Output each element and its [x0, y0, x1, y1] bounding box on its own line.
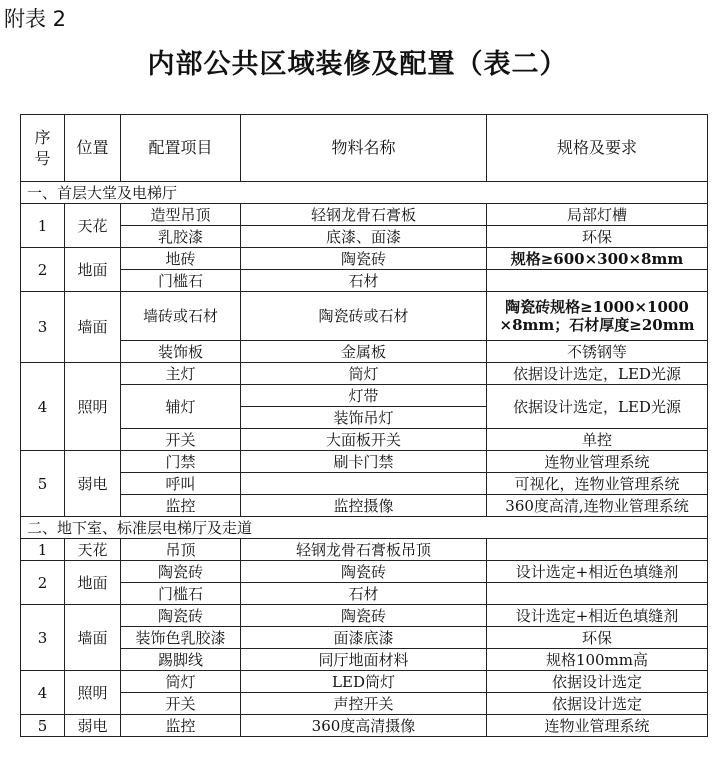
row-material: 陶瓷砖 [241, 561, 487, 583]
row-material: 同厅地面材料 [241, 649, 487, 671]
table-row [21, 270, 708, 292]
row-item: 开关 [121, 693, 241, 715]
row-item: 辅灯 [121, 385, 241, 429]
row-location: 弱电 [65, 715, 121, 737]
row-number: 4 [21, 671, 65, 715]
table-row [21, 561, 708, 583]
row-material: 底漆、面漆 [241, 226, 487, 248]
row-item: 造型吊顶 [121, 204, 241, 226]
header-seq-line2: 号 [34, 149, 51, 168]
document-title: 内部公共区域装修及配置（表二） [147, 49, 568, 80]
row-spec [487, 539, 708, 561]
row-spec: 环保 [487, 627, 708, 649]
row-item: 陶瓷砖 [121, 605, 241, 627]
row-number: 2 [21, 561, 65, 605]
row-location: 弱电 [65, 451, 121, 517]
row-location: 天花 [65, 539, 121, 561]
row-item: 监控 [121, 495, 241, 517]
row-location: 照明 [65, 363, 121, 451]
table-row [21, 583, 708, 605]
header-location: 位置 [65, 115, 121, 182]
row-item: 踢脚线 [121, 649, 241, 671]
row-material: 筒灯 [241, 363, 487, 385]
row-material: 装饰吊灯 [241, 407, 487, 429]
header-material: 物料名称 [241, 115, 487, 182]
row-spec: 设计选定+相近色填缝剂 [487, 561, 708, 583]
row-location: 墙面 [65, 605, 121, 671]
row-spec: 局部灯槽 [487, 204, 708, 226]
table-row [21, 671, 708, 693]
row-item: 筒灯 [121, 671, 241, 693]
row-number: 2 [21, 248, 65, 292]
table-row [21, 341, 708, 363]
table-row [21, 627, 708, 649]
row-spec: 可视化，连物业管理系统 [487, 473, 708, 495]
row-spec: 360度高清,连物业管理系统 [487, 495, 708, 517]
row-spec-line2: ×8mm；石材厚度≥20mm [499, 316, 695, 334]
header-row [21, 115, 708, 182]
table-row [21, 649, 708, 671]
row-spec: 设计选定+相近色填缝剂 [487, 605, 708, 627]
row-location: 地面 [65, 561, 121, 605]
row-item: 装饰板 [121, 341, 241, 363]
row-location: 天花 [65, 204, 121, 248]
table-row [21, 473, 708, 495]
row-number: 3 [21, 605, 65, 671]
table-row [21, 693, 708, 715]
row-material: 监控摄像 [241, 495, 487, 517]
section-title: 一、首层大堂及电梯厅 [21, 182, 708, 204]
row-spec: 依据设计选定，LED光源 [487, 363, 708, 385]
header-seq [21, 115, 65, 182]
row-item: 门槛石 [121, 270, 241, 292]
row-material: 金属板 [241, 341, 487, 363]
row-material: 石材 [241, 270, 487, 292]
row-spec: 依据设计选定，LED光源 [487, 385, 708, 429]
section-row [21, 517, 708, 539]
row-item: 开关 [121, 429, 241, 451]
row-spec: 依据设计选定 [487, 671, 708, 693]
table-row [21, 226, 708, 248]
row-item: 吊顶 [121, 539, 241, 561]
row-number: 5 [21, 451, 65, 517]
row-material: 刷卡门禁 [241, 451, 487, 473]
table-row [21, 429, 708, 451]
row-spec: 连物业管理系统 [487, 451, 708, 473]
row-spec [487, 583, 708, 605]
row-material: 轻钢龙骨石膏板 [241, 204, 487, 226]
row-item: 地砖 [121, 248, 241, 270]
header-seq-line1: 序 [34, 128, 51, 147]
row-item: 门槛石 [121, 583, 241, 605]
row-material: 360度高清摄像 [241, 715, 487, 737]
row-spec: 规格100mm高 [487, 649, 708, 671]
row-spec: 不锈钢等 [487, 341, 708, 363]
row-location: 地面 [65, 248, 121, 292]
row-number: 1 [21, 539, 65, 561]
row-location: 墙面 [65, 292, 121, 363]
row-number: 4 [21, 363, 65, 451]
row-item: 主灯 [121, 363, 241, 385]
row-material: 石材 [241, 583, 487, 605]
row-spec-line1: 陶瓷砖规格≥1000×1000 [505, 298, 689, 316]
table-row [21, 248, 708, 270]
row-spec: 规格≥600×300×8mm [487, 248, 708, 270]
row-material: 声控开关 [241, 693, 487, 715]
row-number: 1 [21, 204, 65, 248]
row-spec: 环保 [487, 226, 708, 248]
row-number: 3 [21, 292, 65, 363]
row-spec [487, 270, 708, 292]
section-title: 二、地下室、标准层电梯厅及走道 [21, 517, 708, 539]
row-material: 面漆底漆 [241, 627, 487, 649]
table-row [21, 715, 708, 737]
row-item: 装饰色乳胶漆 [121, 627, 241, 649]
table-row [21, 539, 708, 561]
header-spec: 规格及要求 [487, 115, 708, 182]
row-material [241, 473, 487, 495]
table-row [21, 385, 708, 407]
row-material: 陶瓷砖或石材 [241, 292, 487, 341]
table-row [21, 292, 708, 341]
row-material: 灯带 [241, 385, 487, 407]
table-row [21, 495, 708, 517]
table-row [21, 451, 708, 473]
row-material: 轻钢龙骨石膏板吊顶 [241, 539, 487, 561]
configuration-table [20, 114, 708, 737]
row-material: 大面板开关 [241, 429, 487, 451]
row-spec: 连物业管理系统 [487, 715, 708, 737]
row-spec: 单控 [487, 429, 708, 451]
table-row [21, 605, 708, 627]
row-item: 呼叫 [121, 473, 241, 495]
header-item: 配置项目 [121, 115, 241, 182]
section-row [21, 182, 708, 204]
row-item: 监控 [121, 715, 241, 737]
row-item: 门禁 [121, 451, 241, 473]
table-row [21, 363, 708, 385]
row-item: 陶瓷砖 [121, 561, 241, 583]
table-row [21, 204, 708, 226]
row-spec [487, 292, 708, 341]
row-spec: 依据设计选定 [487, 693, 708, 715]
row-material: 陶瓷砖 [241, 605, 487, 627]
appendix-label: 附表 2 [4, 7, 67, 31]
row-material: 陶瓷砖 [241, 248, 487, 270]
row-location: 照明 [65, 671, 121, 715]
row-number: 5 [21, 715, 65, 737]
row-item: 乳胶漆 [121, 226, 241, 248]
row-item: 墙砖或石材 [121, 292, 241, 341]
row-material: LED筒灯 [241, 671, 487, 693]
